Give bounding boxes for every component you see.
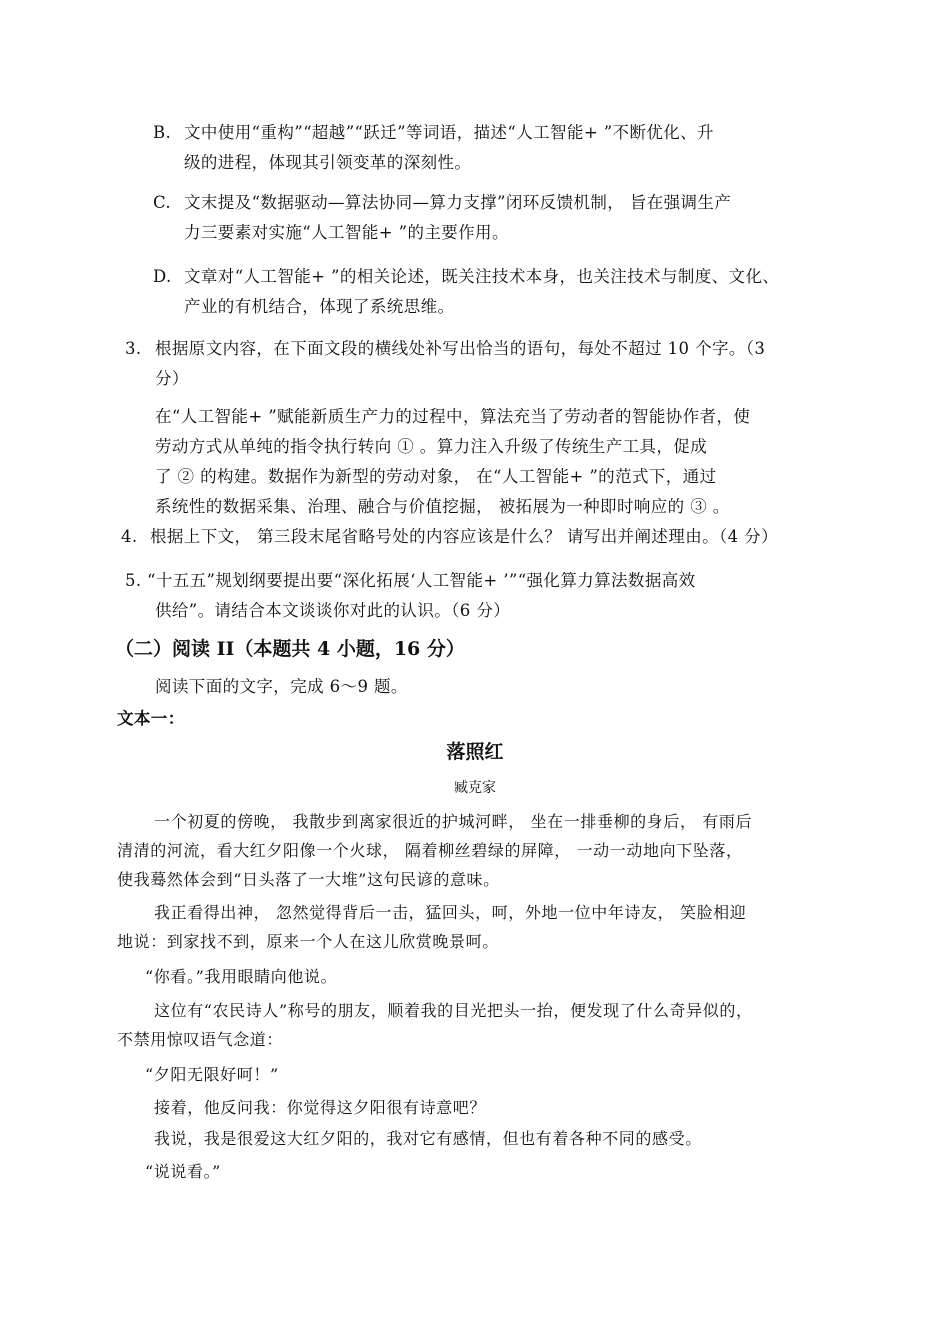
option-text-line: 文末提及“数据驱动—算法协同—算力支撑”闭环反馈机制， 旨在强调生产 <box>184 193 732 212</box>
paragraph-line: 我说，我是很爱这大红夕阳的，我对它有感情，但也有着各种不同的感受。 <box>154 1129 702 1148</box>
paragraph-line: 我正看得出神， 忽然觉得背后一击，猛回头，呵，外地一位中年诗友， 笑脸相迎 <box>154 903 747 922</box>
paragraph-line: 使我蓦然体会到“日头落了一大堆”这句民谚的意味。 <box>117 870 500 889</box>
paragraph-line: “你看。”我用眼睛向他说。 <box>145 967 338 986</box>
paragraph-line: 不禁用惊叹语气念道： <box>117 1030 284 1049</box>
passage-line: 系统性的数据采集、治理、融合与价值挖掘， 被拓展为一种即时响应的 ③ 。 <box>155 497 730 516</box>
option-text-line: 文中使用“重构”“超越”“跃迁”等词语，描述“人工智能+ ”不断优化、升 <box>184 123 714 142</box>
option-text-line: 力三要素对实施“人工智能+ ”的主要作用。 <box>184 223 509 242</box>
story-paragraph <box>117 1093 837 1122</box>
story-paragraph <box>117 962 837 991</box>
paragraph-line: 这位有“农民诗人”称号的朋友，顺着我的目光把头一抬，便发现了什么奇异似的， <box>154 1001 753 1020</box>
story-title: 落照红 <box>446 741 504 763</box>
paragraph-line: “说说看。” <box>145 1162 221 1181</box>
question-number: 4. <box>121 527 138 546</box>
reading-instruction: 阅读下面的文字，完成 6～9 题。 <box>155 677 408 696</box>
story-paragraph <box>117 1157 837 1186</box>
section-heading: （二）阅读 II（本题共 4 小题，16 分） <box>115 638 465 660</box>
passage-line: 在“人工智能+ ”赋能新质生产力的过程中，算法充当了劳动者的智能协作者，使 <box>155 407 751 426</box>
story-paragraph <box>117 807 837 894</box>
story-author: 臧克家 <box>454 780 496 796</box>
option-letter: C. <box>153 193 172 212</box>
question-text-line: 供给”。请结合本文谈谈你对此的认识。（6 分） <box>155 601 511 620</box>
text-label: 文本一： <box>117 709 185 728</box>
question-number: 3. <box>125 339 142 358</box>
paragraph-line: 清清的河流，看大红夕阳像一个火球， 隔着柳丝碧绿的屏障， 一动一动地向下坠落， <box>117 841 743 860</box>
question-text-line: 根据上下文， 第三段末尾省略号处的内容应该是什么？ 请写出并阐述理由。（4 分） <box>150 527 778 546</box>
story-paragraph <box>117 996 837 1054</box>
option-text-line: 级的进程，体现其引领变革的深刻性。 <box>184 153 472 172</box>
option-text-line: 产业的有机结合，体现了系统思维。 <box>184 297 455 316</box>
question-text-line: 根据原文内容，在下面文段的横线处补写出恰当的语句，每处不超过 10 个字。（3 <box>155 339 766 358</box>
story-paragraph <box>117 898 837 956</box>
paragraph-line: 地说：到家找不到，原来一个人在这儿欣赏晚景呵。 <box>117 932 499 951</box>
option-letter: B. <box>153 123 172 142</box>
story-paragraph <box>117 1124 837 1153</box>
paragraph-line: “夕阳无限好呵！” <box>145 1065 279 1084</box>
question-number: 5. <box>125 571 142 590</box>
question-text-line: “十五五”规划纲要提出要“深化拓展‘人工智能+ ’”“强化算力算法数据高效 <box>147 571 696 590</box>
option-letter: D. <box>153 267 172 286</box>
passage-line: 了 ② 的构建。数据作为新型的劳动对象， 在“人工智能+ ”的范式下，通过 <box>155 467 717 486</box>
paragraph-line: 一个初夏的傍晚， 我散步到离家很近的护城河畔， 坐在一排垂柳的身后， 有雨后 <box>154 812 753 831</box>
story-paragraph <box>117 1060 837 1089</box>
fill-in-passage <box>155 402 855 522</box>
passage-line: 劳动方式从单纯的指令执行转向 ① 。算力注入升级了传统生产工具，促成 <box>155 437 708 456</box>
option-text-line: 文章对“人工智能+ ”的相关论述，既关注技术本身，也关注技术与制度、文化、 <box>184 267 780 286</box>
paragraph-line: 接着，他反问我：你觉得这夕阳很有诗意吧？ <box>154 1098 487 1117</box>
question-text-line: 分） <box>155 369 189 388</box>
